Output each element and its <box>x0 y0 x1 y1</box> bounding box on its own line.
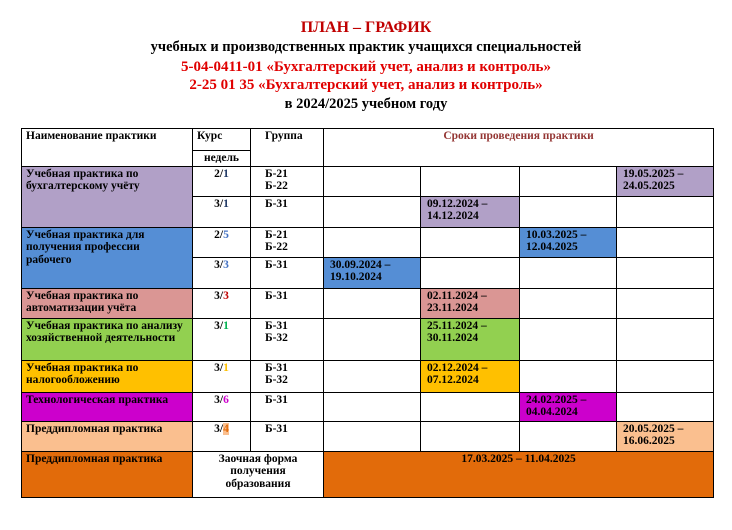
course-weeks: 3/3 <box>193 288 251 318</box>
practice-taxation: Учебная практика по налогообложению <box>22 360 193 392</box>
groups: Б-21 Б-22 <box>251 227 324 257</box>
practice-automation: Учебная практика по автоматизации учёта <box>22 288 193 318</box>
course-weeks: 3/1 <box>193 196 251 227</box>
date-range: 17.03.2025 – 11.04.2025 <box>324 451 714 497</box>
header-group: Группа <box>251 129 324 167</box>
practice-prediploma-distance: Преддипломная практика <box>22 451 193 497</box>
date-range: 19.05.2025 – 24.05.2025 <box>617 166 714 196</box>
groups: Б-31 <box>251 196 324 227</box>
course-weeks: 3/4 <box>193 421 251 451</box>
date-range: 30.09.2024 – 19.10.2024 <box>324 257 421 288</box>
header-practice-name: Наименование практики <box>22 129 193 167</box>
subtitle: учебных и производственных практик учащихся специальностей <box>150 39 582 55</box>
schedule-table <box>21 128 714 498</box>
groups: Б-31 <box>251 257 324 288</box>
academic-year: в 2024/2025 учебном году <box>284 96 448 112</box>
groups: Б-31 <box>251 392 324 421</box>
specialty-1: 5-04-0411-01 «Бухгалтерский учет, анализ и контроль» <box>180 59 551 75</box>
practice-technological: Технологическая практика <box>22 392 193 421</box>
practice-worker-profession: Учебная практика для получения профессии рабочего <box>22 227 193 288</box>
date-range: 02.11.2024 – 23.11.2024 <box>421 288 520 318</box>
specialty-2: 2-25 01 35 «Бухгалтерский учет, анализ и контроль» <box>189 77 543 93</box>
course-weeks: 2/1 <box>193 166 251 196</box>
course-weeks: 3/3 <box>193 257 251 288</box>
practice-accounting: Учебная практика по бухгалтерскому учёту <box>22 166 193 227</box>
course-weeks: 3/1 <box>193 318 251 360</box>
study-form: Заочная форма получения образования <box>193 451 324 497</box>
header-course: Курс <box>193 129 251 151</box>
groups: Б-31 <box>251 421 324 451</box>
date-range: 24.02.2025 – 04.04.2024 <box>520 392 617 421</box>
date-range: 09.12.2024 – 14.12.2024 <box>421 196 520 227</box>
title: ПЛАН – ГРАФИК <box>300 19 432 36</box>
course-weeks: 2/5 <box>193 227 251 257</box>
groups: Б-31 <box>251 288 324 318</box>
date-range: 25.11.2024 – 30.11.2024 <box>421 318 520 360</box>
groups: Б-21 Б-22 <box>251 166 324 196</box>
groups: Б-31 Б-32 <box>251 360 324 392</box>
practice-economic-analysis: Учебная практика по анализу хозяйственной деятельности <box>22 318 193 360</box>
header-dates: Сроки проведения практики <box>324 129 714 167</box>
header-weeks: недель <box>193 151 251 167</box>
course-weeks: 3/6 <box>193 392 251 421</box>
date-range: 10.03.2025 – 12.04.2025 <box>520 227 617 257</box>
date-range: 02.12.2024 – 07.12.2024 <box>421 360 520 392</box>
course-weeks: 3/1 <box>193 360 251 392</box>
groups: Б-31 Б-32 <box>251 318 324 360</box>
practice-prediploma: Преддипломная практика <box>22 421 193 451</box>
date-range: 20.05.2025 – 16.06.2025 <box>617 421 714 451</box>
